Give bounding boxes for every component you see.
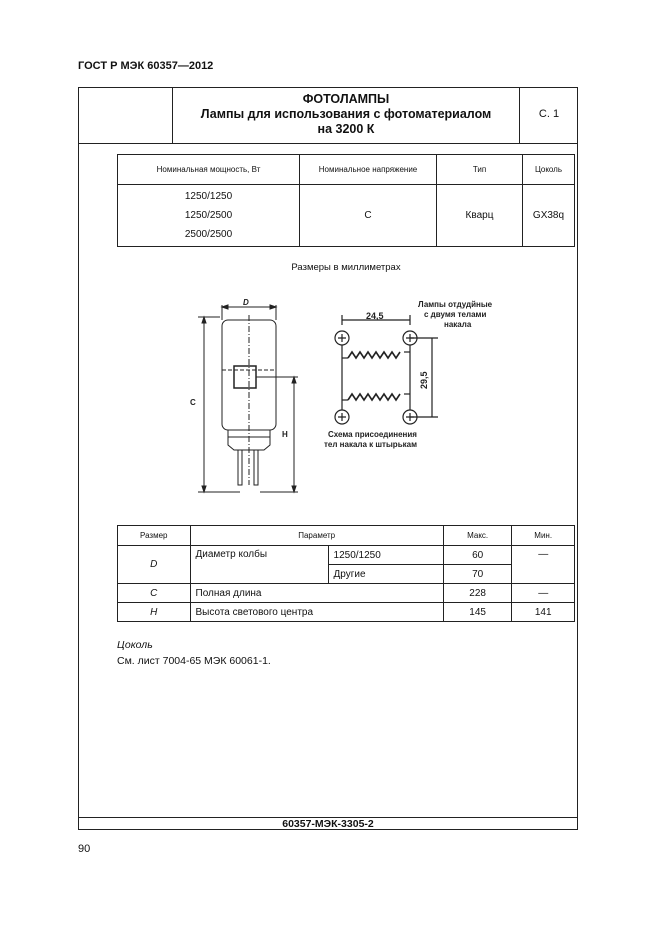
col-header-power: Номинальная мощность, Вт <box>118 155 300 185</box>
table-row <box>118 546 575 565</box>
type-cell: Кварц <box>437 185 523 247</box>
title-line-1: ФОТОЛАМПЫ <box>302 92 390 106</box>
col-header-size: Размер <box>118 526 191 546</box>
table-row <box>118 584 575 603</box>
table-row <box>118 603 575 622</box>
power-value: 1250/1250 <box>184 191 233 202</box>
label-c: C <box>190 398 196 407</box>
title-line-3: на 3200 К <box>317 122 375 136</box>
param-cell: Высота светового центра <box>190 603 443 622</box>
filament-box <box>234 366 256 388</box>
power-value: 1250/2500 <box>184 210 233 221</box>
page-title <box>173 92 519 137</box>
base-label: Цоколь <box>117 639 153 651</box>
min-cell: — <box>512 584 575 603</box>
note-top-line-1: Лампы отдудйные <box>418 300 493 309</box>
voltage-cell: С <box>300 185 437 247</box>
min-cell: 141 <box>512 603 575 622</box>
note-bottom-line-1: Схема присоединения <box>328 430 417 439</box>
sub-param-cell: Другие <box>328 565 443 584</box>
col-header-base: Цоколь <box>523 155 575 185</box>
max-cell: 145 <box>443 603 512 622</box>
col-header-param: Параметр <box>190 526 443 546</box>
col-header-voltage: Номинальное напряжение <box>300 155 437 185</box>
spec-table <box>117 154 575 247</box>
dimensions-table <box>117 525 575 622</box>
sub-param-cell: 1250/1250 <box>328 546 443 565</box>
size-cell: H <box>118 603 191 622</box>
label-d: D <box>243 298 249 307</box>
power-cell <box>118 185 300 247</box>
power-value: 2500/2500 <box>184 229 233 240</box>
min-cell: — <box>512 546 575 584</box>
page-number: 90 <box>78 843 91 855</box>
max-cell: 228 <box>443 584 512 603</box>
note-bottom-line-2: тел накала к штырькам <box>324 440 417 449</box>
drawing-caption: Размеры в миллиметрах <box>291 262 401 273</box>
title-line-2: Лампы для использования с фотоматериалом <box>200 107 492 121</box>
max-cell: 70 <box>443 565 512 584</box>
connection-schema <box>335 315 438 424</box>
lamp-drawing <box>190 285 510 500</box>
col-header-max: Макс. <box>443 526 512 546</box>
label-h: H <box>282 430 288 439</box>
param-cell: Полная длина <box>190 584 443 603</box>
size-cell: D <box>118 546 191 584</box>
size-cell: C <box>118 584 191 603</box>
footer-code: 60357-МЭК-3305-2 <box>282 818 374 830</box>
note-top-line-2: с двумя телами <box>424 310 487 319</box>
param-cell: Диаметр колбы <box>190 546 328 584</box>
base-cell: GX38q <box>523 185 575 247</box>
max-cell: 60 <box>443 546 512 565</box>
note-top-line-3: накала <box>444 320 472 329</box>
dim-height: 29,5 <box>419 371 429 389</box>
col-header-type: Тип <box>437 155 523 185</box>
dim-width: 24,5 <box>366 311 384 321</box>
base-text: См. лист 7004-65 МЭК 60061-1. <box>117 655 271 667</box>
sheet-number: С. 1 <box>538 108 560 120</box>
standard-number: ГОСТ Р МЭК 60357—2012 <box>78 60 214 72</box>
col-header-min: Мин. <box>512 526 575 546</box>
